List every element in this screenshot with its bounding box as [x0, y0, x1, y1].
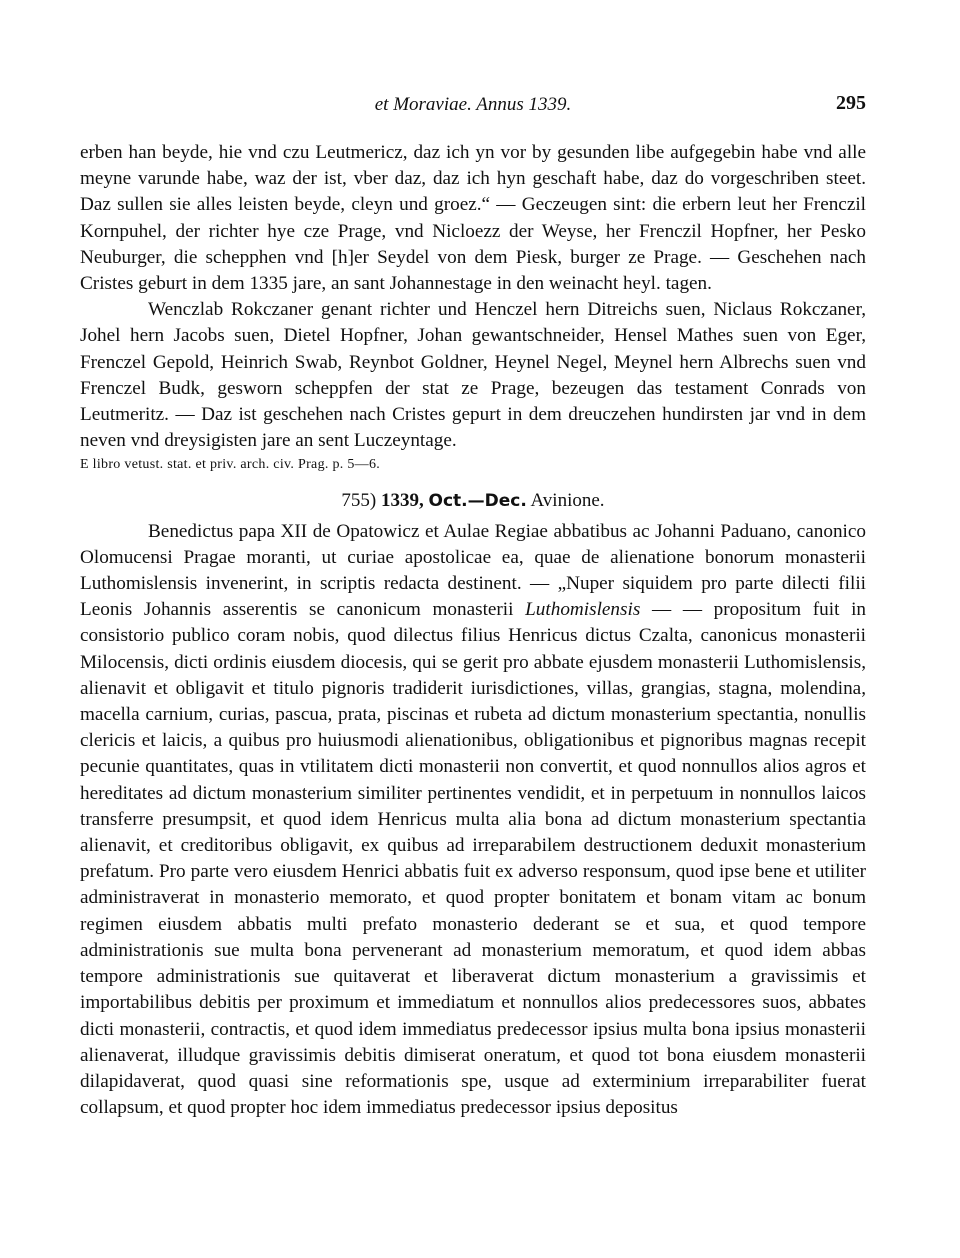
paragraph-witnesses: Wenczlab Rokczaner genant richter und Henczel hern Ditreichs suen, Niclaus Rokczaner, Johel hern Jacobs suen, Dietel Hopfner, Johan gewantschneider, Hensel Mathes suen von Eger, Frenczel Gepold, Heinrich Swab, Reynbot Goldner, Heynel Negel, Meynel hern Albrechs suen vnd Frenczel Budk, gesworn scheppfen der stat ze Prage, bezeugen das testament Conrads von Leutmeritz. — Daz ist geschehen nach Cristes gepurt in dem dreuczehen hundirsten jar vnd in dem neven vnd dreysigisten jare an sent Luczeyntage. — [80, 299, 866, 452]
papal-letter-text-rest: — — propositum fuit in consistorio publico coram nobis, quod dilectus filius Henricus dictus Czalta, canonicus monasterii Milocensis, dicti ordinis eiusdem diocesis, qui se gerit pro abbate ejusdem monasterii Luthomislensis, alienavit et obligavit et titulo pignoris tradiderit iurisdictiones, villas, grangias, stagna, molendina, macella carnium, curias, pascua, prata, piscinas et rubeta ad dictum monasterium spectantia, nonullis clericis et laicis, a quibus pro huiusmodi alienationibus, obligationibus et pignoribus magnas recepit pecunie quantitates, quas in vtilitatem dicti monasterii non convertit, et quod nonnullos alios agros et hereditates ad dictum monasterium similiter pertinentes vendidit, et in perpetuum in nonnullos laicos transferre presumpsit, et quod idem Henricus multa alia bona ad dictum monasterium spectantia alienavit, et creditoribus obligavit, ex quibus ad irreparabilem destructionem deduxit monasterium prefatum. Pro parte vero eiusdem Henrici abbatis fuit ex adverso responsum, quod ipse bene et utiliter administraverat in monasterio memorato, et quod propter bonitatem et bonam vitam ac bonum regimen eiusdem abbatis multi prefato monasterio dederant se et sua, et quod tempore administrationis sue multa bona pervenerant ad monasterium memoratum, et quod idem abbas tempore administrationis sue quitaverat et liberaverat dictum monasterium a gravissimis et importabilibus debitis per proximum et immediatum et nonnullos alios predecessores suos, abbates dicti monasterii, contractis, et quod idem immediatus predecessor ipsius multa bona ipsius monasterii alienaverat, illudque gravissimis debitis dimiserat oneratum, et quod tot bona eiusdem monasterii dilapidaverat, quod quasi sine reformationis spe, usque ad exterminium irreparabiliter fuerat collapsum, et quod propter hoc idem immediatus predecessor ipsius depositus — [80, 599, 866, 1119]
papal-letter-italic-term: Luthomislensis — [525, 599, 641, 621]
running-header — [80, 92, 866, 120]
paragraph-papal-letter — [80, 519, 866, 1122]
entry-year: 1339, — [381, 490, 424, 512]
source-citation: E libro vetust. stat. et priv. arch. civ. Prag. p. 5—6. — [80, 457, 381, 473]
running-header-title: et Moraviae. Annus 1339. — [374, 94, 572, 115]
paragraph-testament-continuation: erben han beyde, hie vnd czu Leutmericz, daz ich yn vor by gesunden libe aufgegebin habe vnd alle meyne varunde habe, waz der ist, vber daz, daz ich hyn geschaft habe, daz do vorgeschriben steet. Daz sullen sie alles leisten beyde, cleyn und groez.“ — Geczeugen sint: die erbern leut her Frenczil Kornpuhel, der richter hye cze Prage, vnd Nicloezz der Weyse, her Frenczil Hopfner, her Pesko Neuburger, die schepphen vnd [h]er Seydel von dem Piesk, burger ze Prage. — Geschehen nach Cristes geburt in dem 1335 jare, an sant Johannestage in den weinacht heyl. tagen. — [80, 142, 866, 295]
papal-letter-text-start: Benedictus papa XII de Opatowicz et Aulae Regiae abbatibus ac Johanni Paduano, canonico Olomucensi Pragae moranti, ut curiae apostolicae ea, quae de alienatione bonorum monasterii Luthomislensis invenerint, in scriptis redacta destinent. — „Nuper siquidem pro parte dilecti filii Leonis Johannis asserentis se canonicum monasterii — [80, 520, 866, 621]
document-body — [80, 140, 866, 1121]
entry-place: Avinione. — [530, 490, 605, 512]
entry-number: 755) — [341, 490, 377, 512]
entry-date: Oct.—Dec. — [428, 491, 527, 512]
entry-heading — [80, 488, 866, 514]
page-number: 295 — [836, 92, 866, 114]
